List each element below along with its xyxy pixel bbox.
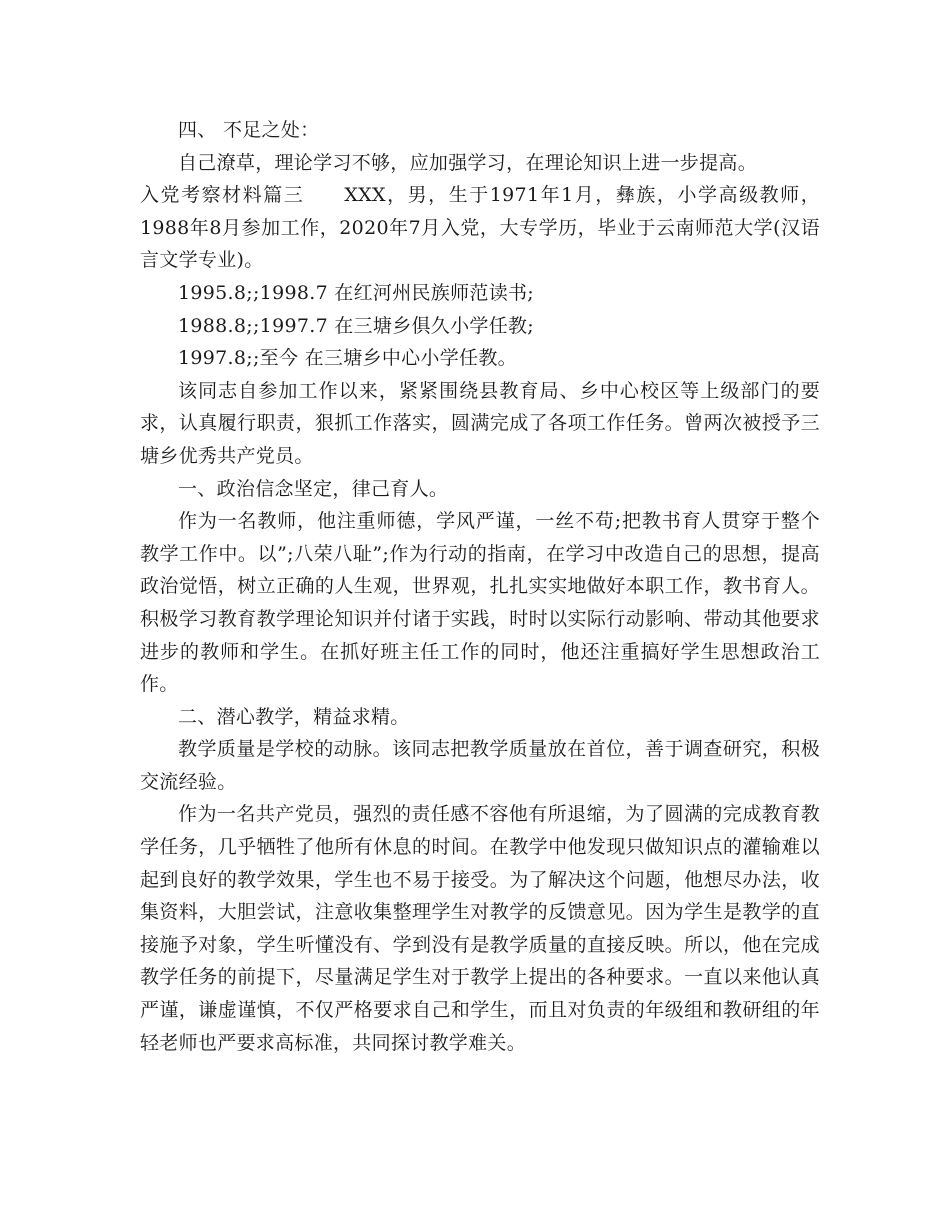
resume-entry-3: 1997.8;;至今 在三塘乡中心小学任教。 xyxy=(178,347,517,370)
document-body xyxy=(140,114,820,1059)
section-heading-shortcomings: 四、 不足之处： xyxy=(178,119,320,141)
paragraph-dedication: 作为一名共产党员，强烈的责任感不容他有所退缩，为了圆满的完成教育教学任务，几乎牺牲了他所有休息的时间。在教学中他发现只做知识点的灌输难以起到良好的教学效果，学生也不易于接受。为了解决这个问题，他想尽办法，收集资料，大胆尝试，注意收集整理学生对教学的反馈意见。因为学生是教学的直接施予对象，学生听懂没有、学到没有是教学质量的直接反映。所以，他在完成教学任务的前提下，尽量满足学生对于教学上提出的各种要求。一直以来他认真严谨，谦虚谨慎，不仅严格要求自己和学生，而且对负责的年级组和教研组的年轻老师也严要求高标准，共同探讨教学难关。 xyxy=(140,803,820,1054)
article-label: 入党考察材料篇三 xyxy=(140,184,305,207)
candidate-intro-text: XXX，男，生于1971年1月，彝族，小学高级教师，1988年8月参加工作，2020年7月入党，大专学历，毕业于云南师范大学(汉语言文学专业)。 xyxy=(140,184,820,272)
section-heading-politics: 一、政治信念坚定，律己育人。 xyxy=(178,477,449,500)
paragraph-shortcomings: 自己潦草，理论学习不够，应加强学习，在理论知识上进一步提高。 xyxy=(178,151,758,174)
resume-entry-1: 1995.8;;1998.7 在红河州民族师范读书; xyxy=(178,281,535,304)
paragraph-summary: 该同志自参加工作以来，紧紧围绕县教育局、乡中心校区等上级部门的要求，认真履行职责，狠抓工作落实，圆满完成了各项工作任务。曾两次被授予三塘乡优秀共产党员。 xyxy=(140,379,820,467)
section-heading-teaching: 二、潜心教学，精益求精。 xyxy=(178,705,410,728)
paragraph-politics: 作为一名教师，他注重师德，学风严谨，一丝不苟;把教书育人贯穿于整个教学工作中。以”;八荣八耻”;作为行动的指南，在学习中改造自己的思想，提高政治觉悟，树立正确的人生观，世界观，扎扎实实地做好本职工作，教书育人。积极学习教育教学理论知识并付诸于实践，时时以实际行动影响、带动其他要求进步的教师和学生。在抓好班主任工作的同时，他还注重搞好学生思想政治工作。 xyxy=(140,510,820,696)
paragraph-teaching-quality: 教学质量是学校的动脉。该同志把教学质量放在首位，善于调查研究，积极交流经验。 xyxy=(140,738,820,793)
paragraph-candidate-intro xyxy=(140,179,820,277)
resume-entry-2: 1988.8;;1997.7 在三塘乡俱久小学任教; xyxy=(178,314,535,337)
